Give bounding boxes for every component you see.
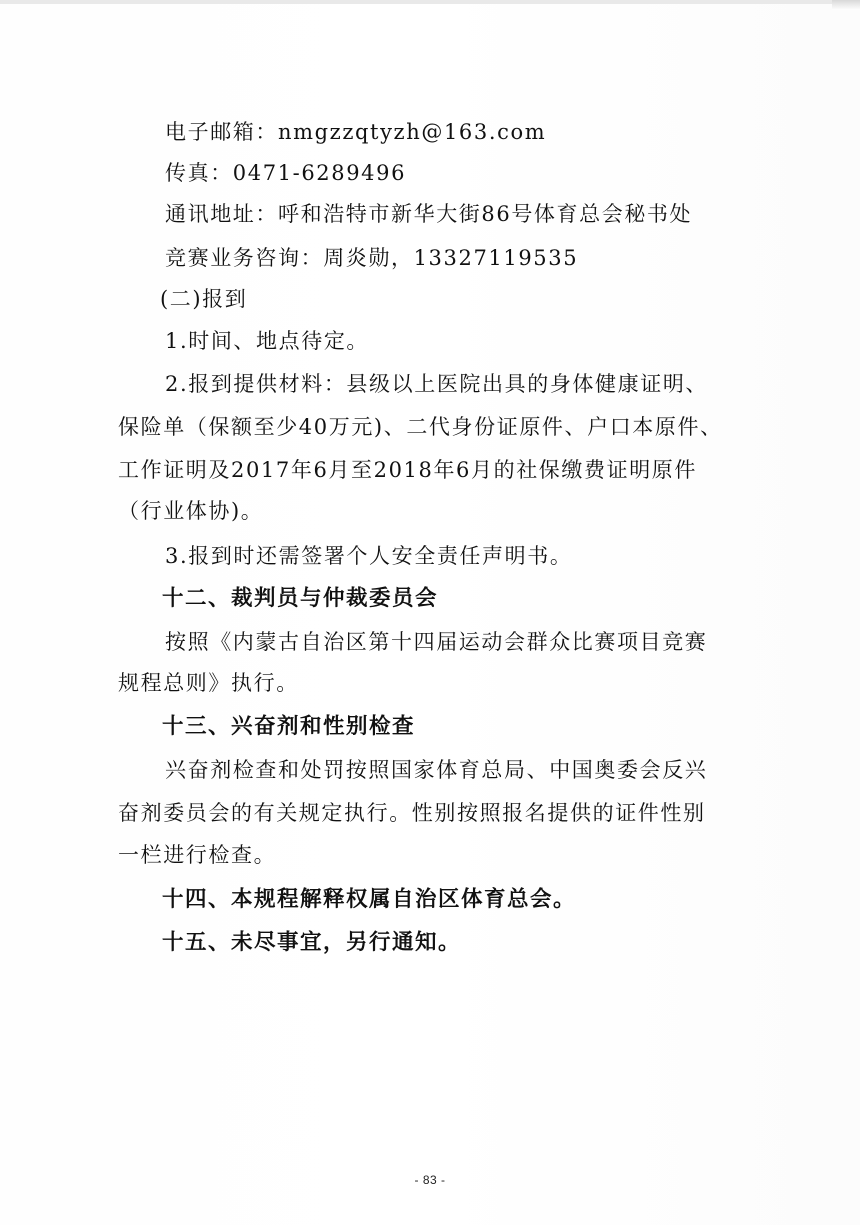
registration-item-3: 3.报到时还需签署个人安全责任声明书。: [165, 544, 573, 568]
section-15-heading: 十五、未尽事宜，另行通知。: [162, 930, 462, 955]
contact-address-line: 通讯地址：呼和浩特市新华大街86号体育总会秘书处: [165, 202, 693, 226]
contact-consult-line: 竞赛业务咨询：周炎勋，13327119535: [165, 246, 579, 270]
registration-item-2-cont-3: （行业体协)。: [118, 499, 264, 523]
section-registration-heading: (二)报到: [160, 287, 248, 311]
registration-item-1: 1.时间、地点待定。: [165, 329, 370, 353]
section-13-body-3: 一栏进行检查。: [118, 843, 277, 867]
contact-fax-line: 传真：0471-6289496: [165, 161, 407, 185]
section-14-heading: 十四、本规程解释权属自治区体育总会。: [162, 887, 577, 912]
registration-item-2: 2.报到提供材料：县级以上医院出具的身体健康证明、: [165, 372, 709, 396]
section-12-heading: 十二、裁判员与仲裁委员会: [162, 586, 439, 611]
registration-item-2-cont-1: 保险单（保额至少40万元)、二代身份证原件、户口本原件、: [118, 415, 723, 439]
contact-email-line: 电子邮箱：nmgzzqtyzh@163.com: [165, 120, 547, 144]
section-13-body-1: 兴奋剂检查和处罚按照国家体育总局、中国奥委会反兴: [165, 758, 708, 782]
scan-edge: [0, 0, 860, 4]
registration-item-2-cont-2: 工作证明及2017年6月至2018年6月的社保缴费证明原件: [118, 458, 698, 482]
section-12-body-1: 按照《内蒙古自治区第十四届运动会群众比赛项目竞赛: [165, 630, 708, 654]
section-13-heading: 十三、兴奋剂和性别检查: [162, 714, 416, 739]
scan-corner-mark: [832, 0, 860, 10]
page-number: - 83 -: [414, 1173, 446, 1187]
section-13-body-2: 奋剂委员会的有关规定执行。性别按照报名提供的证件性别: [118, 801, 706, 825]
section-12-body-2: 规程总则》执行。: [118, 671, 299, 695]
